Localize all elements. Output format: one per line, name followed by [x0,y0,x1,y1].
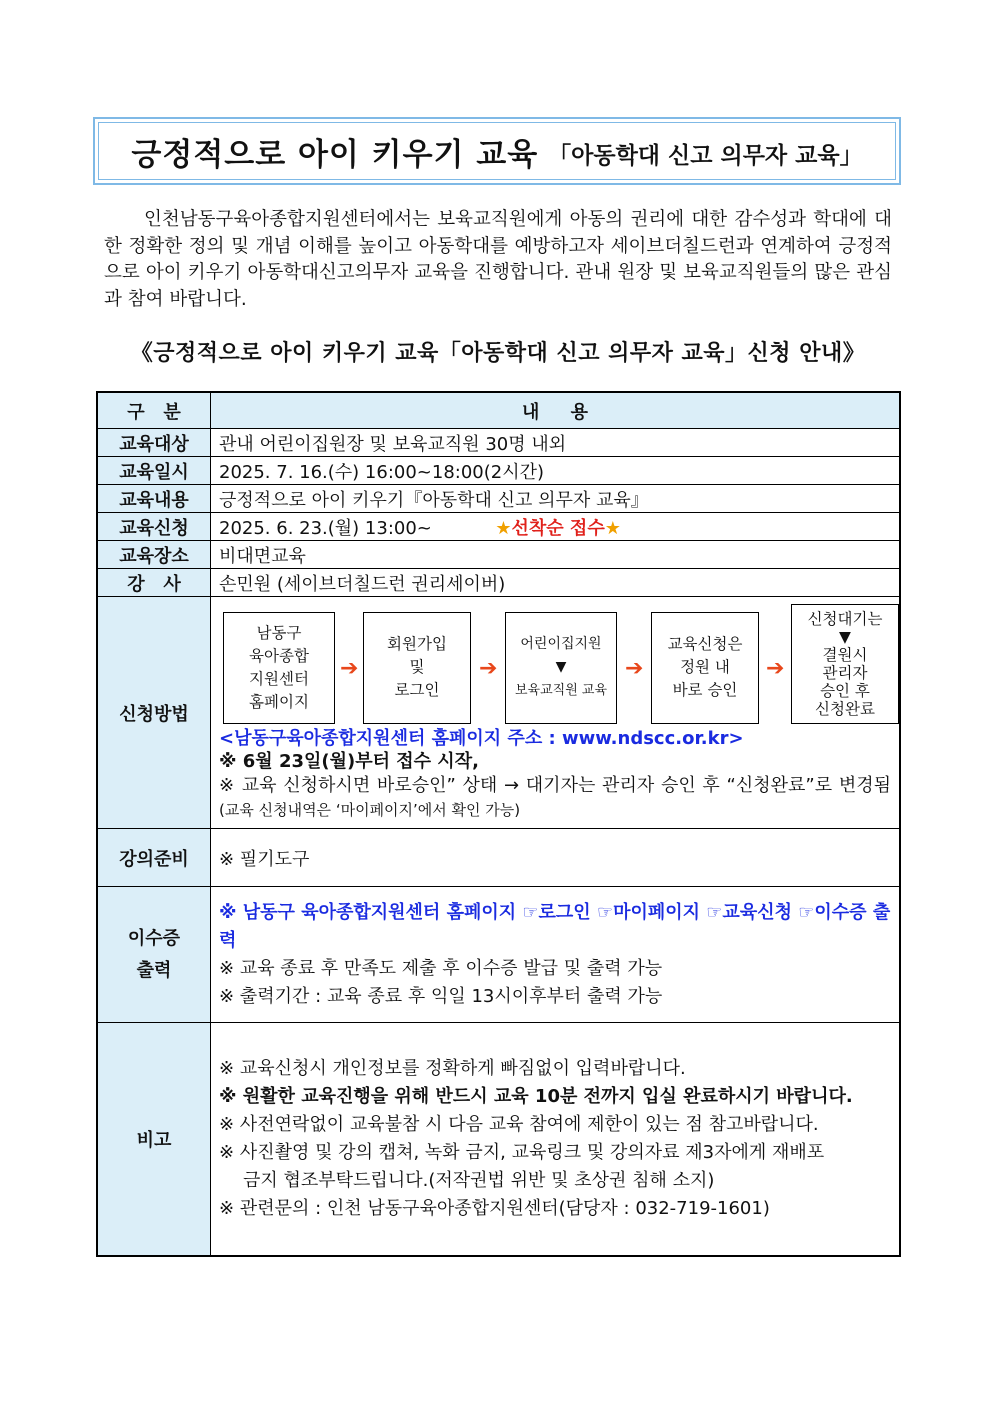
title-box [93,117,901,185]
table-row [97,541,900,569]
apply-date: 2025. 6. 23.(월) 13:00~ [219,517,432,539]
flow-step-login: 회원가입 및 로그인 [363,612,471,724]
table-row-remarks [97,1023,900,1257]
table-row [97,569,900,597]
row-value: 손민원 (세이브더칠드런 권리세이버) [211,569,901,597]
row-label: 비고 [97,1023,211,1257]
table-row [97,513,900,541]
flow-step-daycare: 어린이집지원 ▼ 보육교직원 교육 [505,612,617,724]
method-note-status: ※ 교육 신청하시면 바로승인” 상태 → 대기자는 관리자 승인 후 “신청완료”로 변경됨(교육 신청내역은 ‘마이페이지’에서 확인 가능) [219,774,891,819]
flow-step-homepage: 남동구 육아종합 지원센터 홈페이지 [223,612,335,724]
page-subtitle: 「아동학대 신고 의무자 교육」 [548,142,863,169]
table-row-prep [97,829,900,887]
star-icon: ★ [495,517,512,539]
first-come-label: 선착순 접수 [511,517,605,539]
remark-line: 금지 협조부탁드립니다.(저작권법 위반 및 초상권 침해 소지) [243,1170,715,1191]
intro-paragraph: 인천남동구육아종합지원센터에서는 보육교직원에게 아동의 권리에 대한 감수성과 학대에 대한 정확한 정의 및 개념 이해를 높이고 아동학대를 예방하고자 세이브더칠드런과 연계하여 긍정적으로 아이 키우기 아동학대신고의무자 교육을 진행합니다. 관내 원장 및 보육교직원들의 많은 관심과 참여 바랍니다. [104,209,892,310]
flow-step-approve: 교육신청은 정원 내 바로 승인 [651,612,759,724]
homepage-link[interactable]: <남동구육아종합지원센터 홈페이지 주소 : www.ndscc.or.kr> [219,727,744,749]
row-value: 2025. 7. 16.(수) 16:00~18:00(2시간) [211,457,901,485]
row-label: 교육일시 [97,457,211,485]
row-value: 관내 어린이집원장 및 보육교직원 30명 내외 [211,429,901,457]
method-cell [211,597,901,829]
table-row-cert [97,887,900,1023]
cert-cell [211,887,901,1023]
flow-step-waitlist: 신청대기는 ▼ 결원시 관리자 승인 후 신청완료 [791,604,899,724]
cert-path: ※ 남동구 육아종합지원센터 홈페이지 ☞로그인 ☞마이페이지 ☞교육신청 ☞이수증 출력 [219,901,891,951]
table-header-row [97,392,900,429]
header-content: 내 용 [211,392,901,429]
table-row [97,457,900,485]
remark-line: ※ 관련문의 : 인천 남동구육아종합지원센터(담당자 : 032-719-1601) [219,1198,770,1219]
row-value-apply [211,513,901,541]
remark-line: ※ 교육신청시 개인정보를 정확하게 빠짐없이 입력바랍니다. [219,1058,686,1079]
table-row [97,485,900,513]
row-label: 강의준비 [97,829,211,887]
arrow-right-icon: ➔ [479,655,498,681]
title-inner-box [98,122,896,180]
arrow-right-icon: ➔ [766,655,785,681]
cert-note: ※ 교육 종료 후 만족도 제출 후 이수증 발급 및 출력 가능 [219,957,663,979]
header-category: 구 분 [97,392,211,429]
row-label: 교육내용 [97,485,211,513]
remarks-cell [211,1023,901,1257]
section-title: 《긍정적으로 아이 키우기 교육「아동학대 신고 의무자 교육」신청 안내》 [130,341,866,366]
table-row-method [97,597,900,829]
info-table [96,391,901,1257]
row-value: 비대면교육 [211,541,901,569]
remark-line: ※ 사진촬영 및 강의 캡쳐, 녹화 금지, 교육링크 및 강의자료 제3자에게 재배포 [219,1142,825,1163]
arrow-right-icon: ➔ [625,655,644,681]
table-row [97,429,900,457]
cert-note: ※ 출력기간 : 교육 종료 후 익일 13시이후부터 출력 가능 [219,985,663,1007]
row-label: 이수증 출력 [97,887,211,1023]
remark-line: ※ 사전연락없이 교육불참 시 다음 교육 참여에 제한이 있는 점 참고바랍니다. [219,1114,819,1135]
row-value: 긍정적으로 아이 키우기『아동학대 신고 의무자 교육』 [211,485,901,513]
page-title: 긍정적으로 아이 키우기 교육 [131,136,539,173]
row-label: 교육신청 [97,513,211,541]
arrow-right-icon: ➔ [340,655,359,681]
row-label: 교육장소 [97,541,211,569]
row-label: 강 사 [97,569,211,597]
remark-line: ※ 원활한 교육진행을 위해 반드시 교육 10분 전까지 입실 완료하시기 바랍니다. [219,1086,853,1107]
flow-diagram [219,604,891,724]
row-label: 교육대상 [97,429,211,457]
row-label: 신청방법 [97,597,211,829]
star-icon: ★ [604,517,621,539]
row-value: ※ 필기도구 [211,829,901,887]
method-note-start: ※ 6월 23일(월)부터 접수 시작, [219,750,479,772]
